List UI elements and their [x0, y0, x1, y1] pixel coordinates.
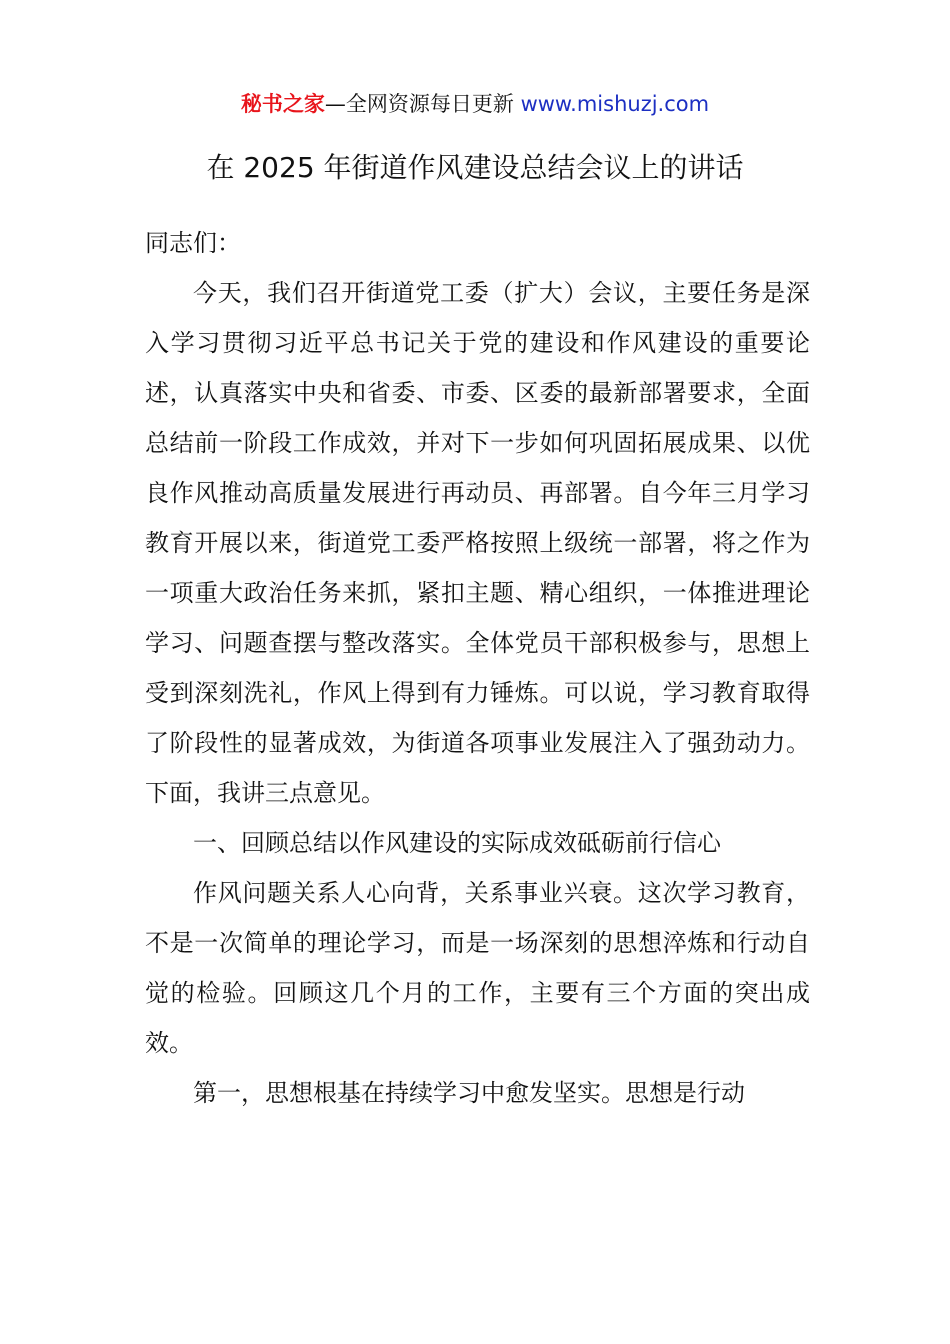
- body-paragraph: 今天，我们召开街道党工委（扩大）会议，主要任务是深入学习贯彻习近平总书记关于党的建设和作风建设的重要论述，认真落实中央和省委、市委、区委的最新部署要求，全面总结前一阶段工作成效，并对下一步如何巩固拓展成果、以优良作风推动高质量发展进行再动员、再部署。自今年三月学习教育开展以来，街道党工委严格按照上级统一部署，将之作为一项重大政治任务来抓，紧扣主题、精心组织，一体推进理论学习、问题查摆与整改落实。全体党员干部积极参与，思想上受到深刻洗礼，作风上得到有力锤炼。可以说，学习教育取得了阶段性的显著成效，为街道各项事业发展注入了强劲动力。下面，我讲三点意见。: [145, 279, 810, 807]
- salutation: 同志们：: [145, 229, 241, 257]
- site-header: [0, 88, 950, 120]
- document-body: [145, 218, 810, 1118]
- section-heading: 一、回顾总结以作风建设的实际成效砥砺前行信心: [193, 829, 721, 857]
- site-brand: 秘书之家: [240, 92, 325, 116]
- document-title: 在 2025 年街道作风建设总结会议上的讲话: [206, 151, 744, 184]
- site-url-link[interactable]: www.mishuzj.com: [520, 92, 710, 116]
- body-paragraph: 作风问题关系人心向背，关系事业兴衰。这次学习教育，不是一次简单的理论学习，而是一场深刻的思想淬炼和行动自觉的检验。回顾这几个月的工作，主要有三个方面的突出成效。: [145, 879, 810, 1057]
- body-paragraph: 第一，思想根基在持续学习中愈发坚实。思想是行动: [193, 1079, 745, 1107]
- site-tagline: —全网资源每日更新: [324, 92, 514, 116]
